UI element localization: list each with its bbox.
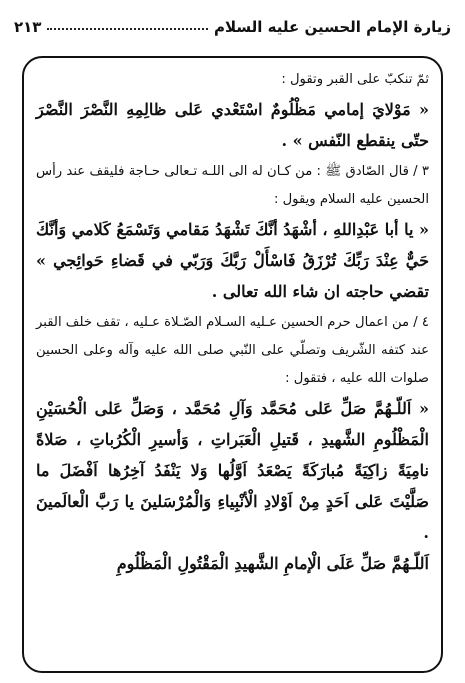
supplication-quote-4: اَللّـهُمَّ صَلِّ عَلَى الْإمامِ الشَّهيدِ الْمَقْتُولِ الْمَظْلُومِ bbox=[116, 554, 429, 573]
supplication-quote-2: « يا أبا عَبْدِاللهِ ، أشْهَدُ أنَّكَ تَشْهَدُ مَقامي وَتَسْمَعُ كَلامي وَأنَّكَ حَيٌّ عِنْدَ رَبِّكَ تُرْزَقُ فَاسْأَلْ رَبَّكَ وَرَبّي في قَضاءِ حَوائِجي » تقضي حاجته ان شاء الله تعالى . bbox=[36, 220, 429, 301]
supplication-quote-3: « اَللّـهُمَّ صَلِّ عَلى مُحَمَّد وَآلِ مُحَمَّد ، وَصَلِّ عَلى الْحُسَيْنِ الْمَظْلُومِ الشَّهيدِ ، قَتيلِ الْعَبَراتِ ، وَأسيرِ الْكُرُباتِ ، صَلاةً نامِيَةً زاكِيَةً مُبارَكَةً يَصْعَدُ اَوَّلُها وَلا يَنْفَدُ آخِرُها اَفْضَلَ ما صَلَّيْتَ عَلى اَحَدٍ مِنْ اَوْلادِ الْأنْبِياءِ وَالْمُرْسَلينَ يا رَبَّ الْعالَمينَ . bbox=[36, 399, 429, 542]
supplication-quote-1: « مَوْلايَ إمامي مَظْلُومٌ اسْتَعْدي عَلى ظالِمِهِ النَّصْرَ النَّصْرَ حتّى ينقطع النّفس » . bbox=[36, 100, 429, 150]
paragraph-item-4: ٤ / من اعمال حرم الحسين عـليه السـلام الصّـلاة عـليه ، تقف خلف القبر عند كتفه الشّريف وتصلّي على النّبي صلى الله عليه وآله وعلى الحسين صلوات الله عليه ، فتقول : bbox=[36, 315, 429, 386]
paragraph-item-3: ٣ / قال الصّادق ﷺ : من كـان له الى اللـه تـعالى حـاجة فليقف عند رأس الحسين عليه السلام ويقول : bbox=[36, 164, 429, 207]
page-header bbox=[14, 12, 451, 42]
running-title: زيارة الإمام الحسين عليه السلام bbox=[214, 18, 451, 36]
page-number: ٢١٣ bbox=[14, 18, 42, 36]
paragraph-intro: ثمّ تنكبّ على القبر وتقول : bbox=[281, 72, 429, 87]
page-body bbox=[36, 66, 429, 663]
header-dot-leader bbox=[47, 28, 208, 30]
